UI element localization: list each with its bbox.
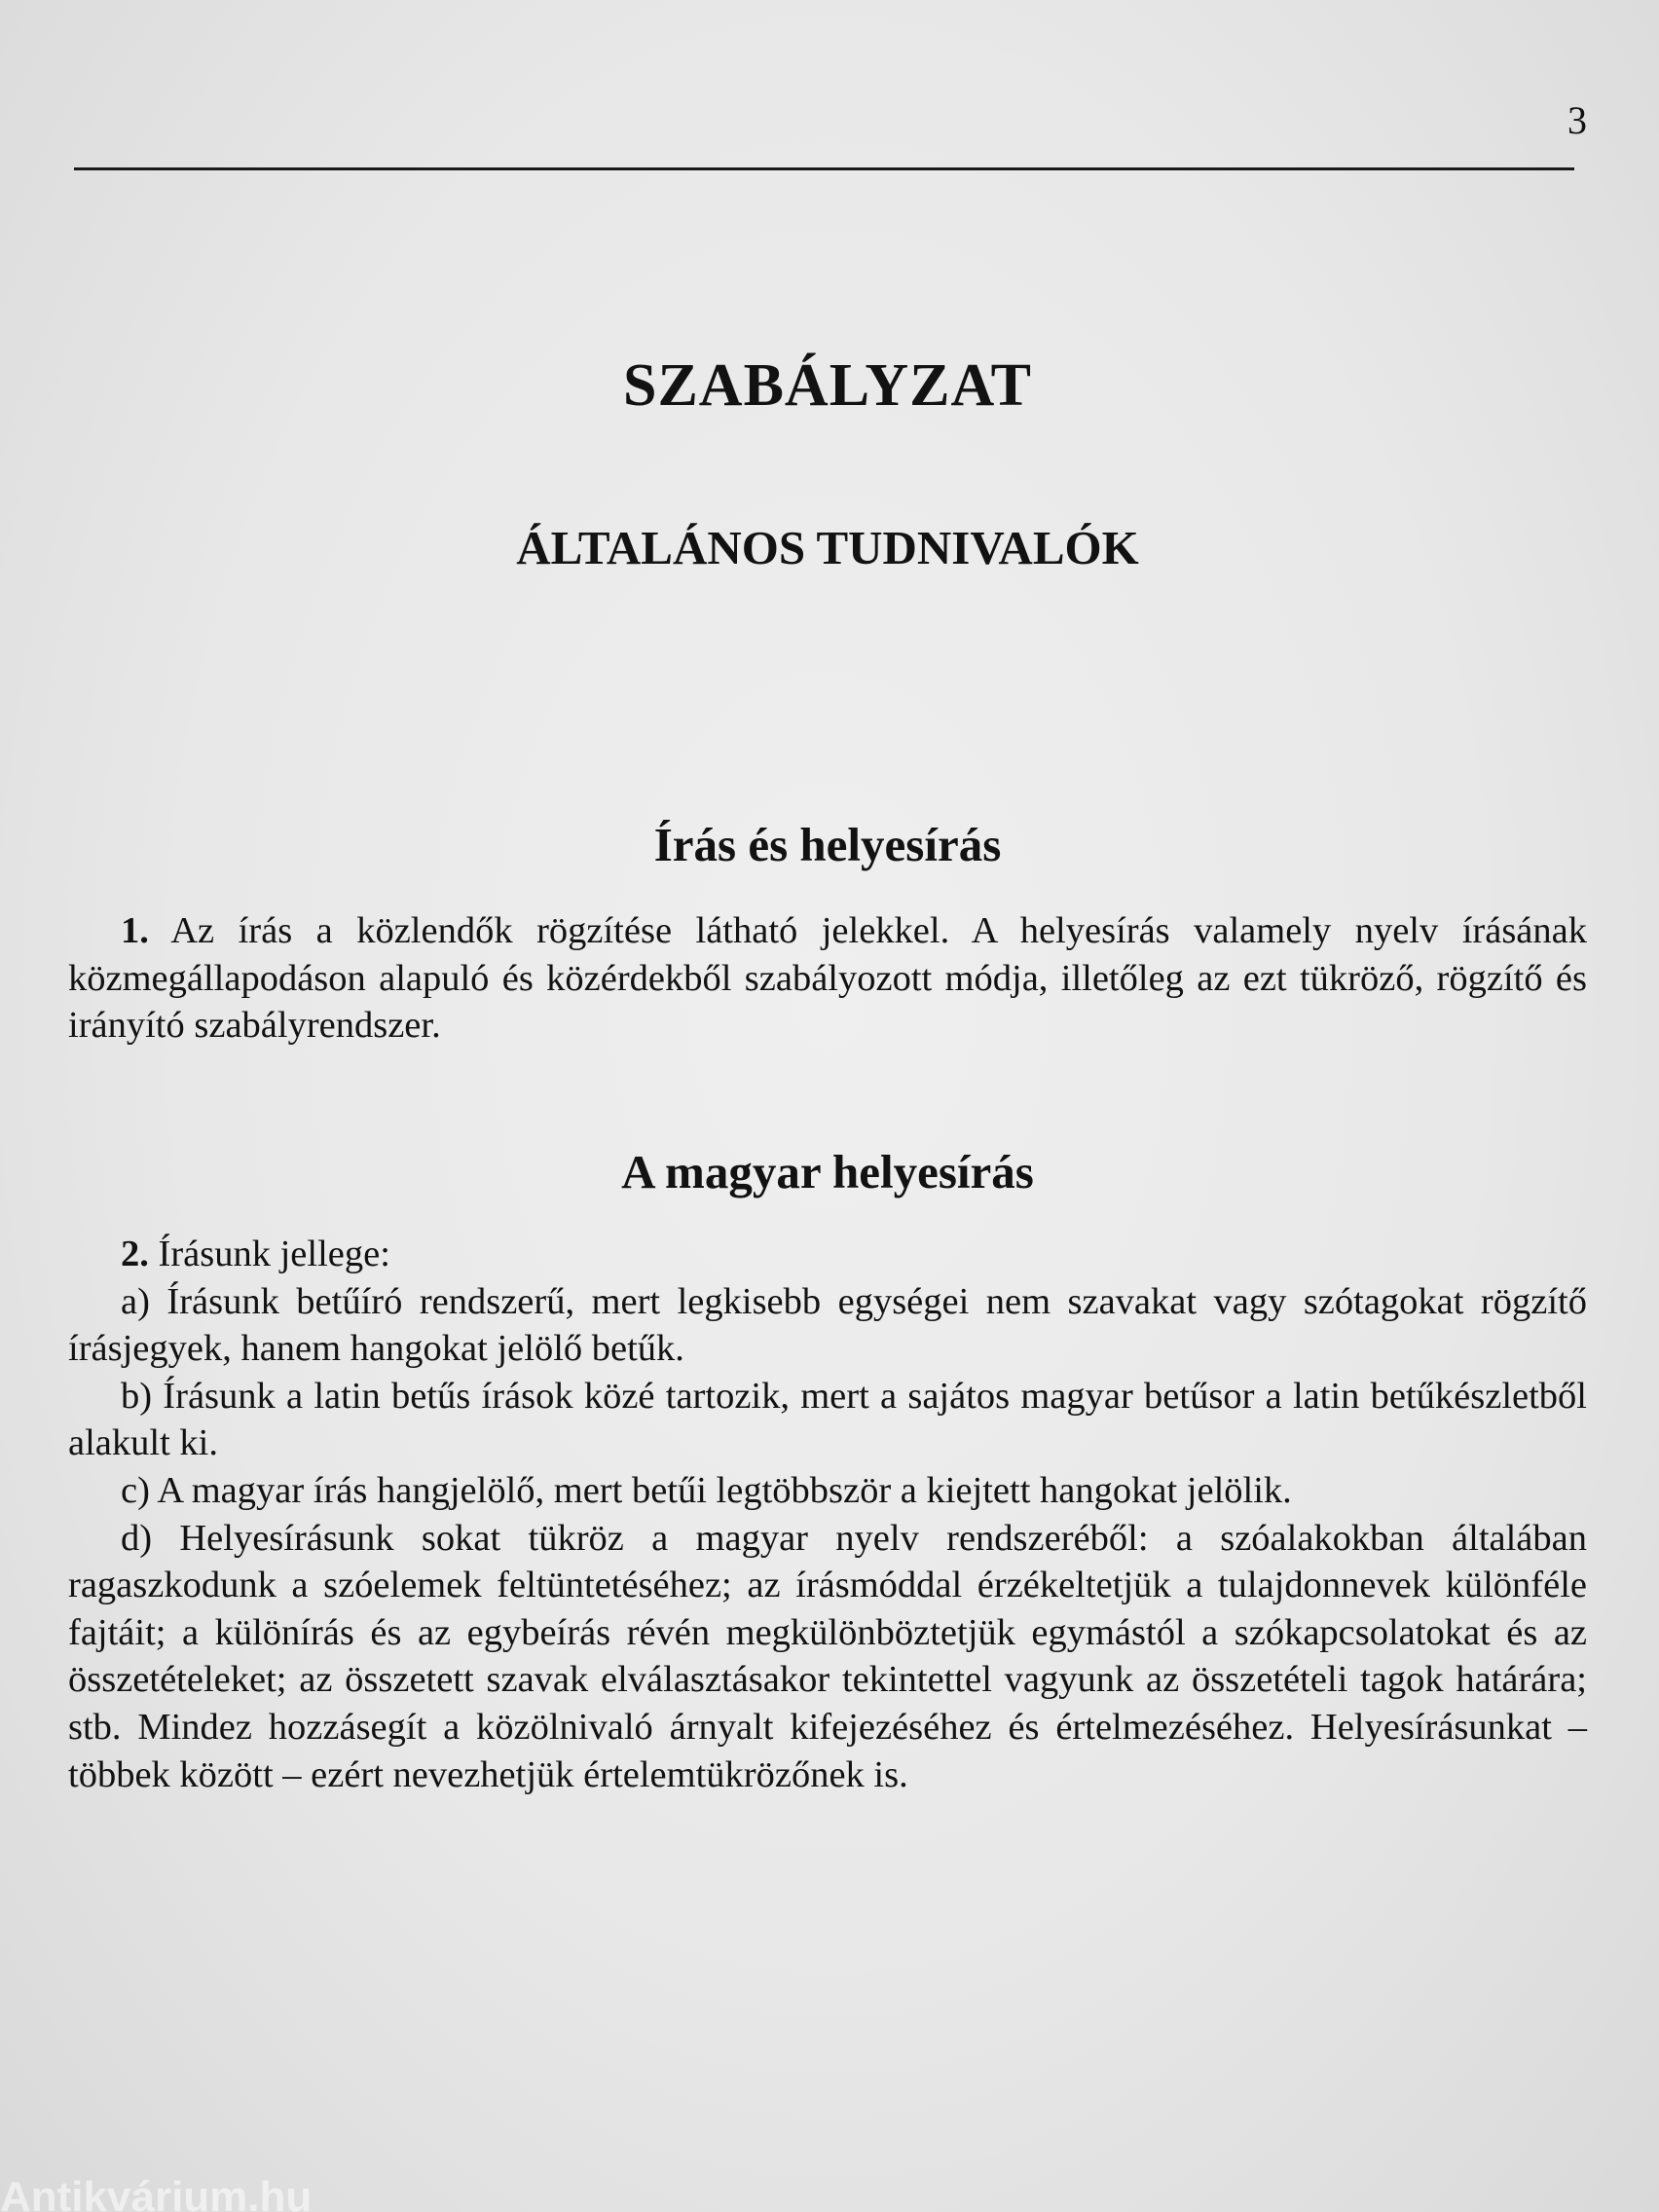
list-item-b: b) Írásunk a latin betűs írások közé tartozik, mert a sajátos magyar betűsor a latin betűkészletből alakult ki. [68,1375,1587,1464]
paragraph-number: 1. [121,910,149,951]
page-number: 3 [1567,98,1587,142]
paragraph-1-text [68,907,1587,1050]
paragraph-2 [68,1231,1587,1798]
header-rule [74,167,1574,170]
section-heading-iras-es-helyesiras: Írás és helyesírás [653,818,1002,871]
paragraph-1 [68,907,1587,1050]
section-heading-magyar-helyesiras: A magyar helyesírás [621,1145,1034,1198]
paragraph-number: 2. [121,1234,149,1274]
list-item-a: a) Írásunk betűíró rendszerű, mert legkisebb egységei nem szavakat vagy szótagokat rögzítő írásjegyek, hanem hangokat jelölő betűk. [68,1280,1587,1370]
paragraph-body: Az írás a közlendők rögzítése látható jelekkel. A helyesírás valamely nyelv írásának közmegállapodáson alapuló és közérdekből szabályozott módja, illetőleg az ezt tükröző, rögzítő és irányító szabályrendszer. [68,910,1587,1047]
watermark: Antikvárium.hu [0,2173,313,2212]
page-subtitle: ÁLTALÁNOS TUDNIVALÓK [516,521,1139,574]
paragraph-2-intro [68,1231,1587,1278]
list-item-c: c) A magyar írás hangjelölő, mert betűi legtöbbször a kiejtett hangokat jelölik. [121,1469,1292,1511]
paragraph-intro-text: Írásunk jellege: [158,1234,390,1274]
list-item-d: d) Helyesírásunk sokat tükröz a magyar nyelv rendszeréből: a szóalakokban általában ragaszkodunk a szóelemek feltüntetéséhez; az írásmóddal érzékeltetjük a tulajdonnevek különféle fajtáit; a különírás és az egybeírás révén megkülönböztetjük egymástól a szókapcsolatokat és az összetételeket; az összetett szavak elválasztásakor tekintettel vagyunk az összetételi tagok határára; stb. Mindez hozzásegít a közölnivaló árnyalt kifejezéséhez és értelmezéséhez. Helyesírásunkat – többek között – ezért nevezhetjük értelemtükrözőnek is. [68,1517,1587,1795]
page-title: SZABÁLYZAT [622,352,1033,419]
